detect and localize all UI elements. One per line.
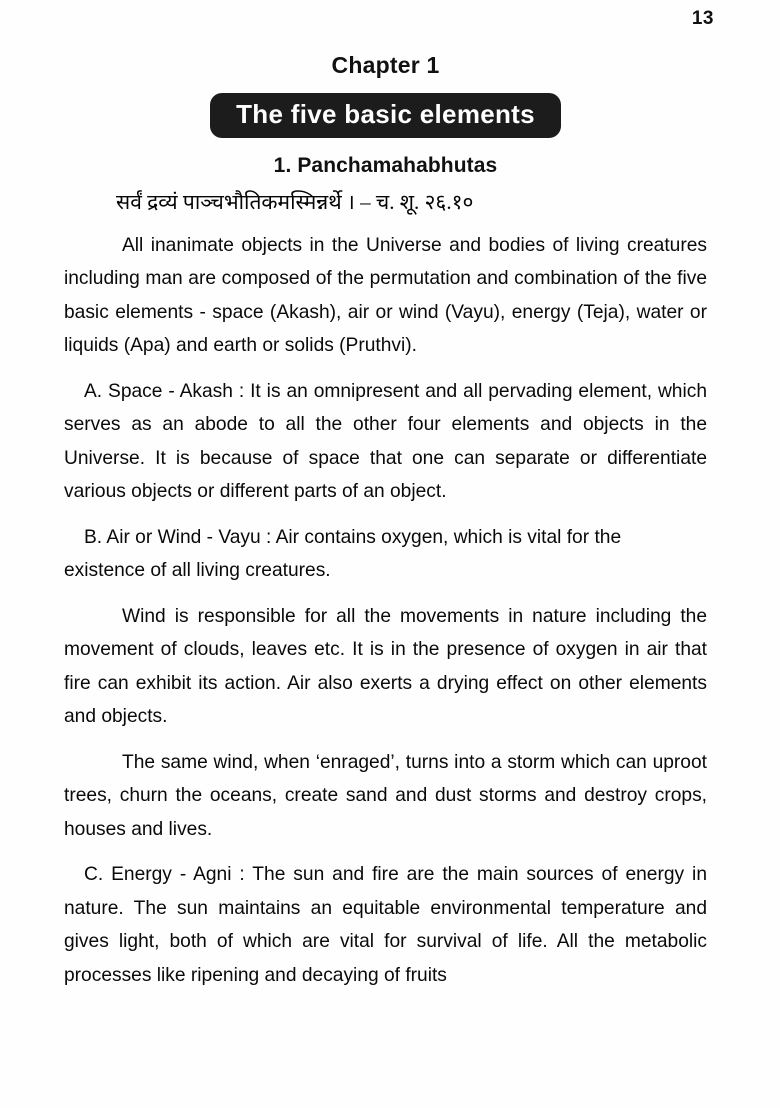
paragraph-wind-movements: Wind is responsible for all the movements in nature including the movement of clouds, leaves etc. It is in the presence of oxygen in air that fire can exhibit its action. Air also exerts a drying effect on other elements and objects. [64,605,707,728]
chapter-banner-title: The five basic elements [210,93,561,138]
paragraph-item-c-energy: C. Energy - Agni : The sun and fire are the main sources of energy in nature. The sun maintains an equitable environmental temperature and gives light, both of which are vital for survival of life. All the metabolic processes like ripening and decaying of fruits [64,864,707,986]
page-number: 13 [691,8,714,29]
paragraph-item-a-space: A. Space - Akash : It is an omnipresent and all pervading element, which serves as an abode to all the other four elements and objects in the Universe. It is because of space that one can separate or differentiate various objects or different parts of an object. [64,380,707,503]
paragraph-wind-storm: The same wind, when ‘enraged’, turns into a storm which can uproot trees, churn the oceans, create sand and dust storms and destroy crops, houses and lives. [64,751,707,840]
paragraph-intro: All inanimate objects in the Universe and bodies of living creatures including man are composed of the permutation and combination of the five basic elements - space (Akash), air or wind (Vayu), energy (Teja), water or liquids (Apa) and earth or solids (Pruthvi). [64,234,707,357]
paragraph-item-b-air: B. Air or Wind - Vayu : Air contains oxygen, which is vital for the existence of all living creatures. [64,526,622,582]
chapter-heading: Chapter 1 [331,52,440,78]
page-content [64,52,707,992]
section-title: 1. Panchamahabhutas [273,154,498,178]
chapter-banner-container [64,93,707,138]
sanskrit-verse-citation: सर्वं द्रव्यं पाञ्चभौतिकमस्मिन्नर्थे । – च. शू. २६.१० [116,190,474,215]
